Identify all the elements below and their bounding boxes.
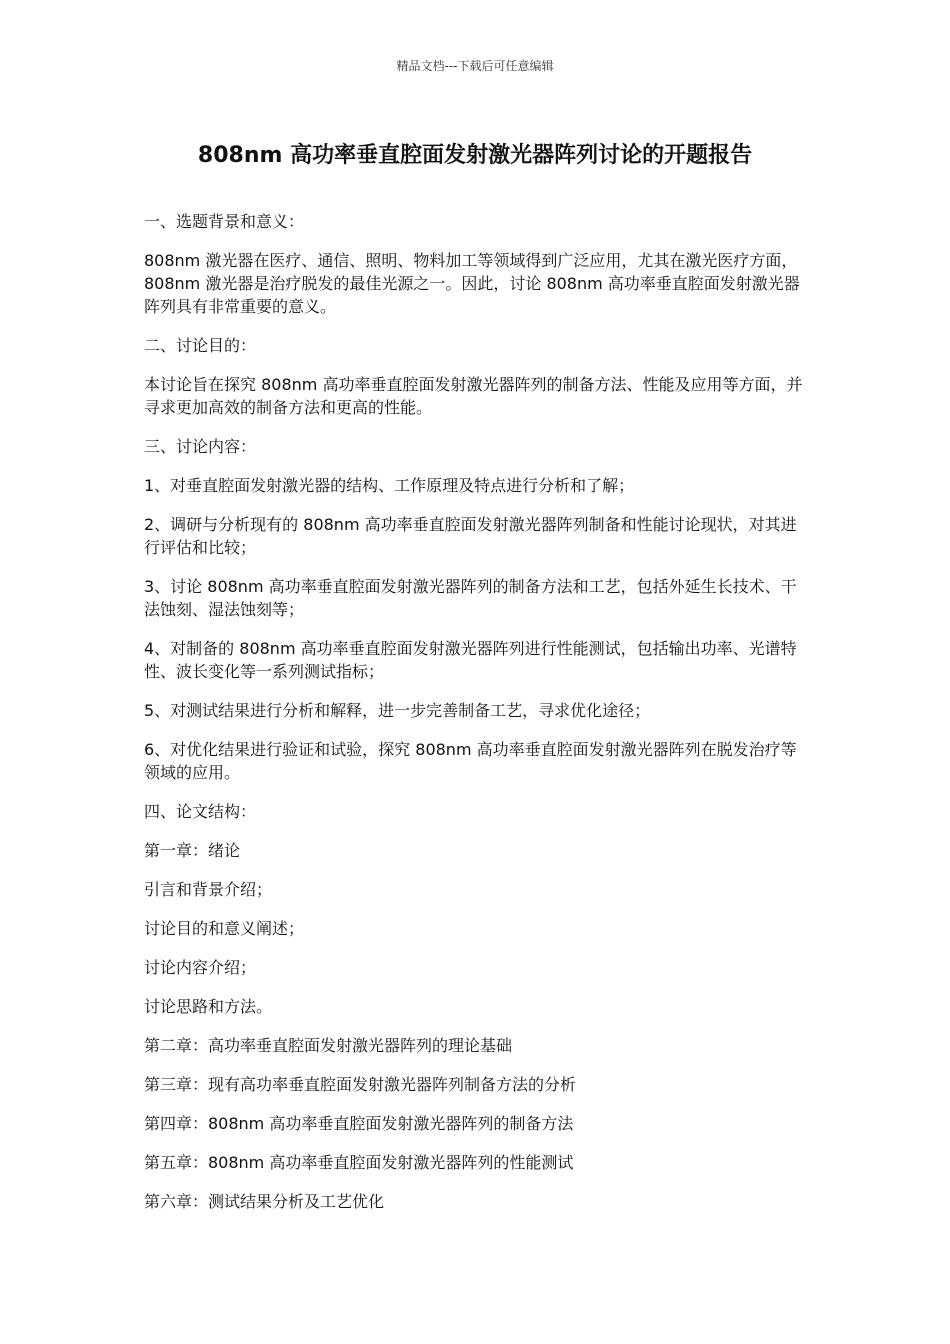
paragraph-purpose: 本讨论旨在探究 808nm 高功率垂直腔面发射激光器阵列的制备方法、性能及应用等方面，并寻求更加高效的制备方法和更高的性能。 — [144, 375, 803, 417]
chapter-6: 第六章：测试结果分析及工艺优化 — [144, 1192, 385, 1211]
chapter-2: 第二章：高功率垂直腔面发射激光器阵列的理论基础 — [144, 1036, 513, 1055]
content-item-5: 5、对测试结果进行分析和解释，进一步完善制备工艺，寻求优化途径； — [144, 701, 651, 720]
chapter-5: 第五章：808nm 高功率垂直腔面发射激光器阵列的性能测试 — [144, 1153, 574, 1172]
section-heading-structure: 四、论文结构： — [144, 802, 257, 821]
content-item-1: 1、对垂直腔面发射激光器的结构、工作原理及特点进行分析和了解； — [144, 476, 635, 495]
chapter-1-item: 讨论目的和意义阐述； — [144, 919, 305, 938]
paragraph-background: 808nm 激光器在医疗、通信、照明、物料加工等领域得到广泛应用，尤其在激光医疗方面，808nm 激光器是治疗脱发的最佳光源之一。因此，讨论 808nm 高功率垂直腔面发射激光器阵列具有非常重要的意义。 — [144, 251, 800, 316]
chapter-1-item: 引言和背景介绍； — [144, 880, 273, 899]
chapter-4: 第四章：808nm 高功率垂直腔面发射激光器阵列的制备方法 — [144, 1114, 574, 1133]
content-item-3: 3、讨论 808nm 高功率垂直腔面发射激光器阵列的制备方法和工艺，包括外延生长技术、干法蚀刻、湿法蚀刻等； — [144, 577, 797, 619]
chapter-1: 第一章：绪论 — [144, 841, 241, 860]
section-heading-content: 三、讨论内容： — [144, 437, 257, 456]
section-heading-background: 一、选题背景和意义： — [144, 212, 305, 231]
document-body — [144, 210, 808, 1229]
chapter-1-item: 讨论思路和方法。 — [144, 997, 273, 1016]
page-header: 精品文档---下载后可任意编辑 — [396, 59, 554, 73]
content-item-4: 4、对制备的 808nm 高功率垂直腔面发射激光器阵列进行性能测试，包括输出功率、光谱特性、波长变化等一系列测试指标； — [144, 639, 797, 681]
document-title: 808nm 高功率垂直腔面发射激光器阵列讨论的开题报告 — [197, 143, 753, 168]
section-heading-purpose: 二、讨论目的： — [144, 336, 257, 355]
content-item-6: 6、对优化结果进行验证和试验，探究 808nm 高功率垂直腔面发射激光器阵列在脱发治疗等领域的应用。 — [144, 740, 797, 782]
content-item-2: 2、调研与分析现有的 808nm 高功率垂直腔面发射激光器阵列制备和性能讨论现状，对其进行评估和比较； — [144, 515, 797, 557]
chapter-3: 第三章：现有高功率垂直腔面发射激光器阵列制备方法的分析 — [144, 1075, 577, 1094]
chapter-1-item: 讨论内容介绍； — [144, 958, 257, 977]
